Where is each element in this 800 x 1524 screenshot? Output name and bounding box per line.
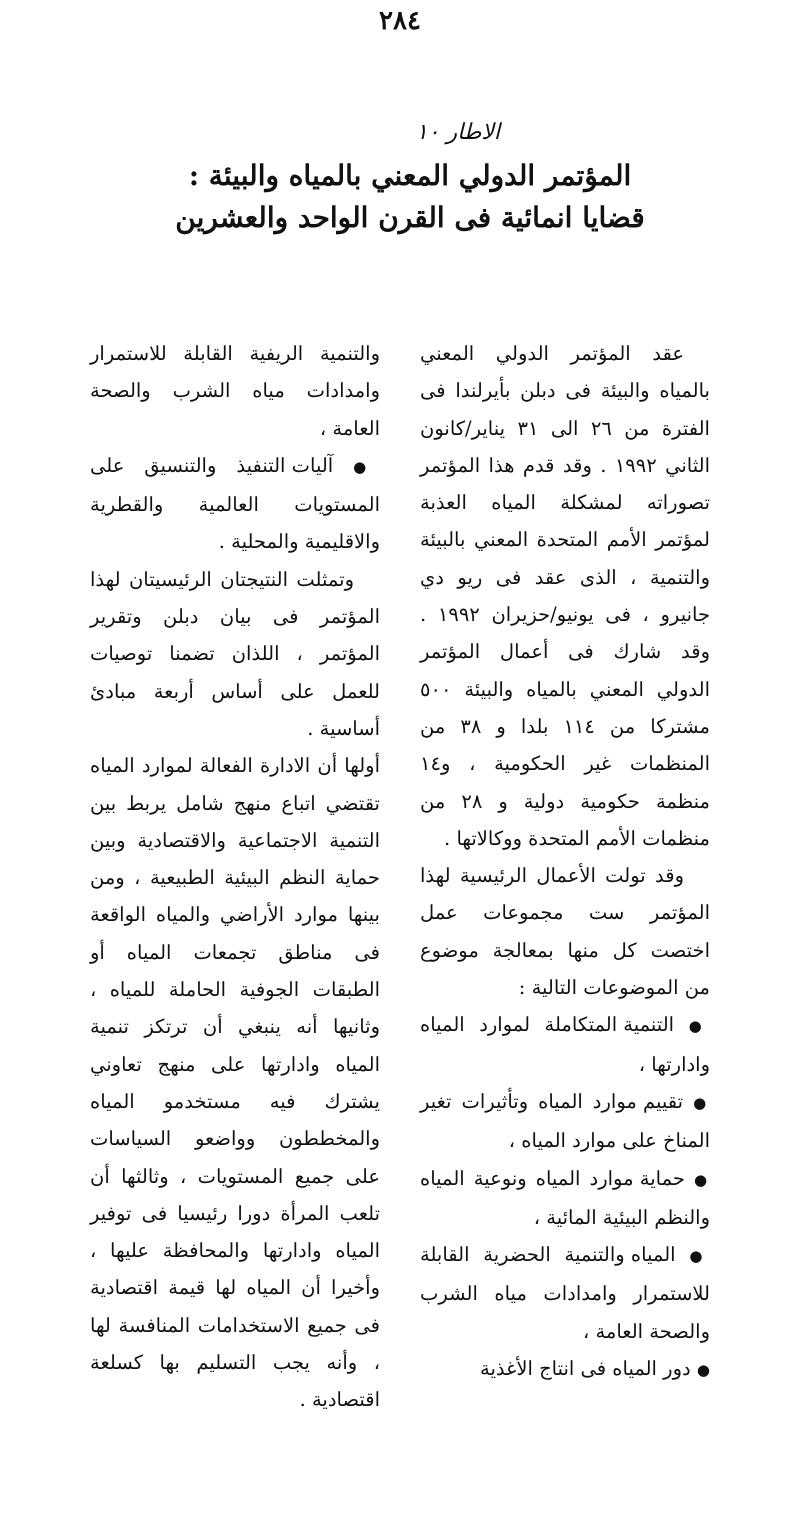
bullet-item	[420, 1236, 710, 1350]
intro-paragraph: عقد المؤتمر الدولي المعني بالمياه والبيئة فى دبلن بأيرلندا فى الفترة من ٢٦ الى ٣١ يناير/كانون الثاني ١٩٩٢ . وقد قدم هذا المؤتمر تصوراته لمشكلة المياه العذبة لمؤتمر الأمم المتحدة المعني بالبيئة والتنمية ، الذى عقد فى ريو دي جانيرو ، فى يونيو/حزيران ١٩٩٢ . وقد شارك فى أعمال المؤتمر الدولي المعني بالمياه والبيئة ٥٠٠ مشتركا من ١١٤ بلدا و ٣٨ من المنظمات غير الحكومية ، و١٤ منظمة حكومية دولية و ٢٨ من منظمات الأمم المتحدة ووكالاتها .	[420, 342, 710, 850]
bullet-icon: ●	[688, 1017, 711, 1036]
bullet-text: دور المياه فى انتاج الأغذية	[480, 1357, 691, 1381]
title-line-1: المؤتمر الدولي المعني بالمياه والبيئة :	[188, 159, 632, 192]
bullet-text: آليات التنفيذ والتنسيق على المستويات العالمية والقطرية والاقليمية والمحلية .	[90, 453, 380, 554]
left-column	[90, 335, 380, 1419]
principles-paragraph: أولها أن الادارة الفعالة لموارد المياه تقتضي اتباع منهج شامل يربط بين التنمية الاجتماعية والاقتصادية وبين حماية النظم البيئية الطبيعية ، ومن بينها موارد الأراضي والمياه الواقعة فى مناطق تجمعات المياه أو الطبقات الجوفية الحاملة للمياه ، وثانيها أنه ينبغي أن ترتكز تنمية المياه وادارتها على منهج تعاوني يشترك فيه مستخدمو المياه والمخططون وواضعو السياسات على جميع المستويات ، وثالثها أن تلعب المرأة دورا رئيسيا فى توفير المياه وادارتها والمحافظة عليها ، وأخيرا أن المياه لها قيمة اقتصادية فى جميع الاستخدامات المنافسة لها ، وأنه يجب التسليم بها كسلعة اقتصادية .	[90, 754, 380, 1412]
bullet-icon: ●	[689, 1247, 710, 1266]
right-column	[420, 335, 710, 1389]
bullet-text: التنمية المتكاملة لموارد المياه وادارتها ،	[420, 1013, 710, 1076]
bullet-item	[420, 1350, 710, 1389]
bullet-icon: ●	[693, 1093, 711, 1112]
bullet-icon: ●	[696, 1361, 710, 1380]
bullet-icon: ●	[694, 1170, 710, 1189]
continuation-paragraph: والتنمية الريفية القابلة للاستمرار وامدادات مياه الشرب والصحة العامة ،	[90, 342, 380, 440]
bullet-text: حماية موارد المياه ونوعية المياه والنظم البيئية المائية ،	[420, 1166, 710, 1229]
box-label: الاطار ١٠	[415, 120, 500, 145]
working-groups-paragraph: وقد تولت الأعمال الرئيسية لهذا المؤتمر ست مجموعات عمل اختصت كل منها بمعالجة موضوع من الموضوعات التالية :	[420, 864, 710, 1000]
results-paragraph: وتمثلت النتيجتان الرئيسيتان لهذا المؤتمر فى بيان دبلن وتقرير المؤتمر ، اللذان تضمنا توصيات للعمل على أساس أربعة مبادئ أساسية .	[90, 567, 380, 740]
title-line-2: قضايا انمائية فى القرن الواحد والعشرين	[175, 201, 645, 234]
bullet-icon: ●	[353, 457, 380, 476]
bullet-item	[90, 447, 380, 561]
bullet-item	[420, 1006, 710, 1083]
page-title	[150, 155, 670, 239]
bullet-text: تقييم موارد المياه وتأثيرات تغير المناخ على موارد المياه ،	[420, 1089, 710, 1153]
bullet-item	[420, 1160, 710, 1237]
bullet-item	[420, 1083, 710, 1160]
page-number: ٢٨٤	[379, 6, 421, 36]
bullet-text: المياه والتنمية الحضرية القابلة للاستمرار وامدادات مياه الشرب والصحة العامة ،	[420, 1243, 710, 1343]
